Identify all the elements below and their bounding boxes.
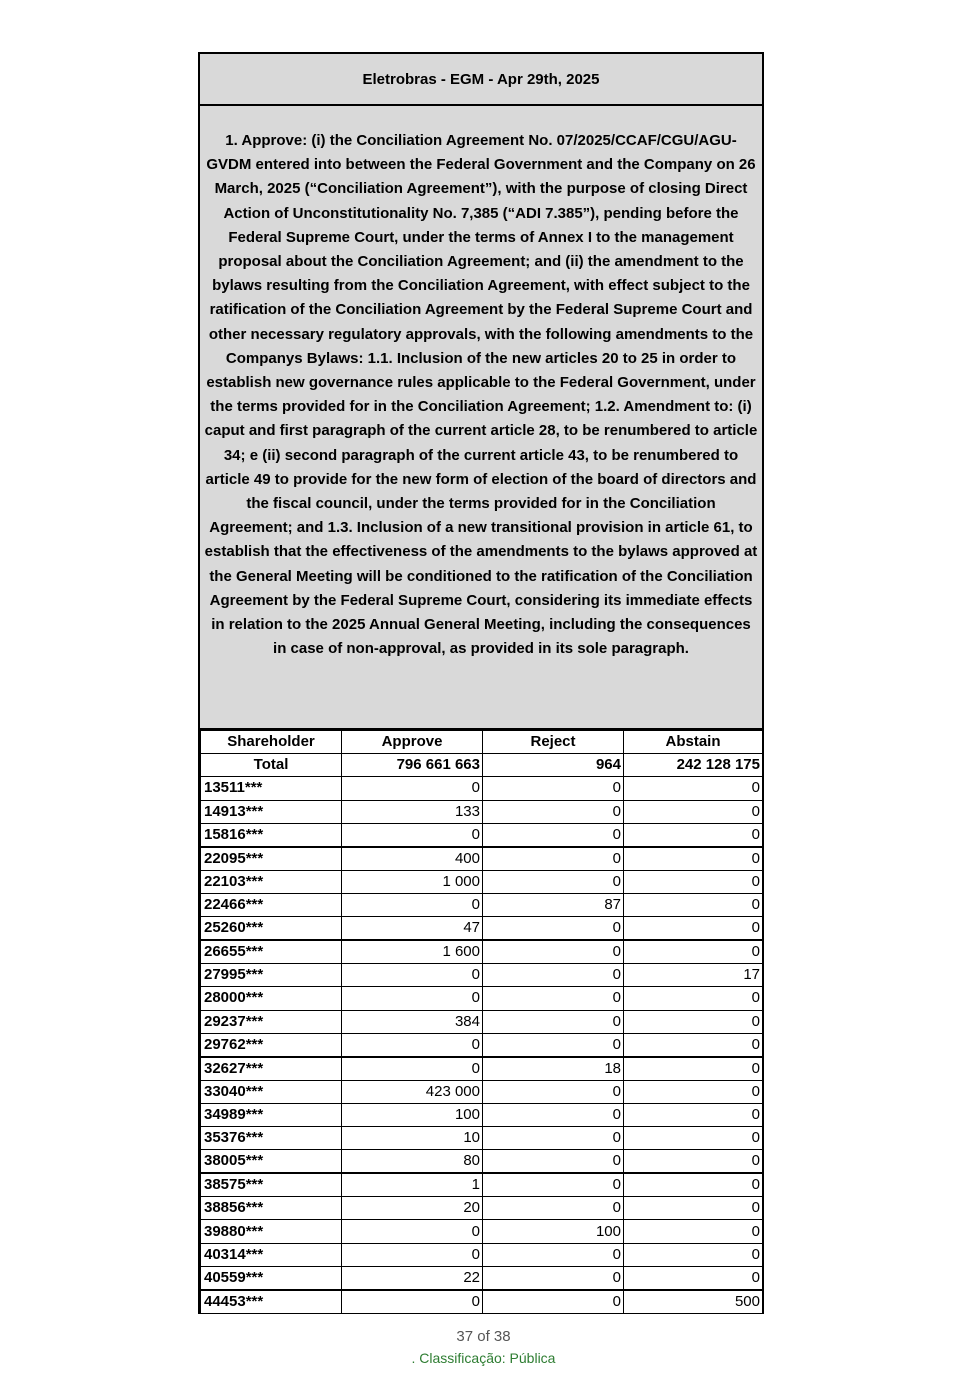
shareholder-id: 32627*** (201, 1057, 342, 1081)
table-row (201, 847, 763, 871)
shareholder-id: 39880*** (201, 1220, 342, 1243)
abstain-value: 0 (624, 1197, 763, 1220)
reject-value: 18 (483, 1057, 624, 1081)
shareholder-id: 15816*** (201, 823, 342, 847)
table-row (201, 870, 763, 893)
table-header-row (201, 731, 763, 754)
shareholder-id: 38005*** (201, 1150, 342, 1174)
abstain-value: 0 (624, 1173, 763, 1197)
reject-value: 0 (483, 987, 624, 1010)
abstain-value: 0 (624, 777, 763, 800)
approve-value: 0 (342, 987, 483, 1010)
column-header-reject: Reject (483, 731, 624, 754)
abstain-value: 0 (624, 847, 763, 871)
shareholder-id: 40314*** (201, 1243, 342, 1266)
abstain-value: 0 (624, 1033, 763, 1057)
approve-value: 0 (342, 893, 483, 916)
shareholder-id: 27995*** (201, 964, 342, 987)
approve-value: 384 (342, 1010, 483, 1033)
shareholder-id: 40559*** (201, 1266, 342, 1290)
abstain-value: 0 (624, 1103, 763, 1126)
shareholder-id: 14913*** (201, 800, 342, 823)
table-row (201, 800, 763, 823)
approve-value: 80 (342, 1150, 483, 1174)
shareholder-id: 35376*** (201, 1127, 342, 1150)
abstain-value: 0 (624, 940, 763, 964)
reject-value: 0 (483, 1103, 624, 1126)
shareholder-id: 34989*** (201, 1103, 342, 1126)
table-row (201, 1080, 763, 1103)
shareholder-id: 22466*** (201, 893, 342, 916)
reject-value: 87 (483, 893, 624, 916)
shareholder-id: 38856*** (201, 1197, 342, 1220)
shareholder-id: 25260*** (201, 917, 342, 941)
shareholder-id: 29237*** (201, 1010, 342, 1033)
approve-value: 423 000 (342, 1080, 483, 1103)
abstain-value: 0 (624, 1010, 763, 1033)
table-row (201, 893, 763, 916)
reject-value: 0 (483, 1080, 624, 1103)
shareholder-id: 13511*** (201, 777, 342, 800)
reject-value: 0 (483, 1243, 624, 1266)
reject-value: 0 (483, 870, 624, 893)
reject-value: 0 (483, 1150, 624, 1174)
total-row (201, 754, 763, 777)
classification-label: . Classificação: Pública (411, 1350, 556, 1366)
abstain-value: 0 (624, 800, 763, 823)
table-row (201, 1243, 763, 1266)
abstain-value: 0 (624, 1266, 763, 1290)
shareholder-id: 33040*** (201, 1080, 342, 1103)
shareholder-id: 22103*** (201, 870, 342, 893)
column-header-shareholder: Shareholder (201, 731, 342, 754)
approve-value: 1 600 (342, 940, 483, 964)
approve-value: 133 (342, 800, 483, 823)
reject-value: 0 (483, 1173, 624, 1197)
resolution-text: 1. Approve: (i) the Conciliation Agreement No. 07/2025/CCAF/CGU/AGU-GVDM entered into between the Federal Government and the Company on 26 March, 2025 (“Conciliation Agreement”), with the purpose of closing Direct Action of Unconstitutionality No. 7,385 (“ADI 7.385”), pending before the Federal Supreme Court, under the terms of Annex I to the management proposal about the Conciliation Agreement; and (ii) the amendment to the bylaws resulting from the Conciliation Agreement, with effect subject to the ratification of the Conciliation Agreement by the Federal Supreme Court and other necessary regulatory approvals, with the following amendments to the Companys Bylaws: 1.1. Inclusion of the new articles 20 to 25 in order to establish new governance rules applicable to the Federal Government, under the terms provided for in the Conciliation Agreement; 1.2. Amendment to: (i) caput and first paragraph of the current article 28, to be renumbered to article 34; e (ii) second paragraph of the current article 43, to be renumbered to article 49 to provide for the new form of election of the board of directors and the fiscal council, under the terms provided for in the Conciliation Agreement; and 1.3. Inclusion of a new transitional provision in article 61, to establish that the effectiveness of the amendments to the bylaws approved at the General Meeting will be conditioned to the ratification of the Conciliation Agreement by the Federal Supreme Court, considering its immediate effects in relation to the 2025 Annual General Meeting, including the consequences in case of non-approval, as provided in its sole paragraph. (200, 106, 762, 730)
table-row (201, 1127, 763, 1150)
table-row (201, 1290, 763, 1314)
abstain-value: 0 (624, 893, 763, 916)
reject-value: 0 (483, 940, 624, 964)
abstain-value: 0 (624, 1127, 763, 1150)
table-row (201, 964, 763, 987)
table-row (201, 777, 763, 800)
shareholder-id: 38575*** (201, 1173, 342, 1197)
abstain-value: 17 (624, 964, 763, 987)
table-row (201, 823, 763, 847)
reject-value: 0 (483, 1127, 624, 1150)
shareholder-id: 22095*** (201, 847, 342, 871)
reject-value: 100 (483, 1220, 624, 1243)
reject-value: 0 (483, 1010, 624, 1033)
sheet-title: Eletrobras - EGM - Apr 29th, 2025 (200, 54, 762, 106)
approve-value: 20 (342, 1197, 483, 1220)
approve-value: 1 (342, 1173, 483, 1197)
approve-value: 0 (342, 777, 483, 800)
approve-value: 0 (342, 1243, 483, 1266)
total-label: Total (201, 754, 342, 777)
approve-value: 0 (342, 1033, 483, 1057)
table-row (201, 1220, 763, 1243)
table-row (201, 940, 763, 964)
reject-value: 0 (483, 847, 624, 871)
approve-value: 400 (342, 847, 483, 871)
reject-value: 0 (483, 1266, 624, 1290)
table-row (201, 1197, 763, 1220)
reject-value: 0 (483, 917, 624, 941)
abstain-value: 0 (624, 917, 763, 941)
abstain-value: 0 (624, 823, 763, 847)
column-header-abstain: Abstain (624, 731, 763, 754)
column-header-approve: Approve (342, 731, 483, 754)
shareholder-id: 26655*** (201, 940, 342, 964)
shareholder-id: 44453*** (201, 1290, 342, 1314)
total-abstain: 242 128 175 (624, 754, 763, 777)
table-row (201, 1033, 763, 1057)
abstain-value: 0 (624, 1057, 763, 1081)
table-row (201, 1150, 763, 1174)
reject-value: 0 (483, 964, 624, 987)
reject-value: 0 (483, 1197, 624, 1220)
page-number: 37 of 38 (456, 1328, 511, 1345)
abstain-value: 0 (624, 1080, 763, 1103)
approve-value: 0 (342, 964, 483, 987)
total-approve: 796 661 663 (342, 754, 483, 777)
abstain-value: 0 (624, 870, 763, 893)
approve-value: 22 (342, 1266, 483, 1290)
approve-value: 0 (342, 1290, 483, 1314)
table-row (201, 1173, 763, 1197)
approve-value: 0 (342, 1220, 483, 1243)
vote-sheet (198, 52, 764, 1314)
abstain-value: 0 (624, 1243, 763, 1266)
approve-value: 47 (342, 917, 483, 941)
vote-table (200, 730, 763, 1314)
abstain-value: 0 (624, 1150, 763, 1174)
abstain-value: 0 (624, 1220, 763, 1243)
total-reject: 964 (483, 754, 624, 777)
approve-value: 100 (342, 1103, 483, 1126)
table-row (201, 917, 763, 941)
shareholder-id: 28000*** (201, 987, 342, 1010)
approve-value: 1 000 (342, 870, 483, 893)
reject-value: 0 (483, 800, 624, 823)
approve-value: 0 (342, 1057, 483, 1081)
abstain-value: 0 (624, 987, 763, 1010)
reject-value: 0 (483, 823, 624, 847)
table-row (201, 1266, 763, 1290)
abstain-value: 500 (624, 1290, 763, 1314)
reject-value: 0 (483, 1290, 624, 1314)
table-row (201, 1057, 763, 1081)
table-row (201, 987, 763, 1010)
table-row (201, 1010, 763, 1033)
reject-value: 0 (483, 777, 624, 800)
reject-value: 0 (483, 1033, 624, 1057)
shareholder-id: 29762*** (201, 1033, 342, 1057)
table-row (201, 1103, 763, 1126)
approve-value: 10 (342, 1127, 483, 1150)
approve-value: 0 (342, 823, 483, 847)
